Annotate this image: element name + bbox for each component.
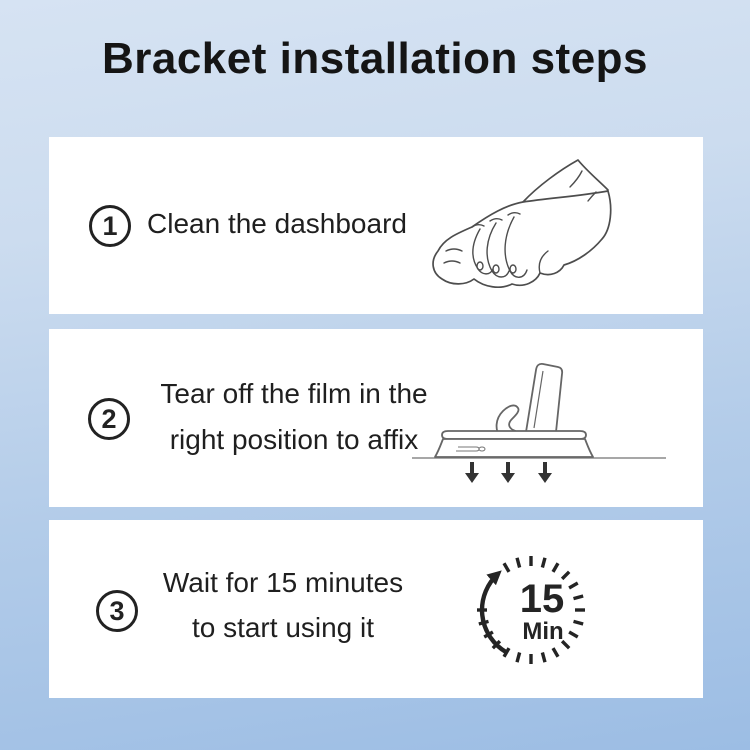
step-2-number-badge [88, 398, 130, 440]
step-1-number: 1 [102, 210, 118, 241]
step-3-number: 3 [109, 595, 125, 626]
timer-arrow [482, 574, 506, 653]
timer-unit: Min [522, 618, 564, 645]
step-3-number-badge [96, 590, 138, 632]
step-2-number: 2 [101, 403, 117, 434]
bracket-base-body [435, 439, 593, 457]
press-down-arrows [465, 462, 552, 483]
step-3-text [133, 560, 433, 650]
step-2-card [49, 329, 703, 507]
step-3-text-line-1: Wait for 15 minutes [162, 567, 404, 598]
step-1-text: Clean the dashboard [147, 208, 407, 239]
bracket-arm [526, 364, 562, 432]
step-2-text [144, 371, 444, 463]
step-2-text-line-2: right position to affix [169, 424, 419, 455]
hand-outline [433, 191, 611, 287]
timer-value: 15 [519, 577, 565, 621]
step-3-card [49, 520, 703, 698]
step-2-text-line-1: Tear off the film in the [160, 378, 428, 409]
step-3-text-line-2: to start using it [191, 612, 375, 643]
bracket-base-plate [442, 431, 586, 439]
step-1-card [49, 137, 703, 314]
bracket-base-icon [410, 340, 670, 500]
step-1-number-badge [89, 205, 131, 247]
hand-wiping-icon [420, 139, 640, 309]
timer-15-min-icon [461, 540, 601, 680]
page-title: Bracket installation steps [101, 34, 649, 83]
